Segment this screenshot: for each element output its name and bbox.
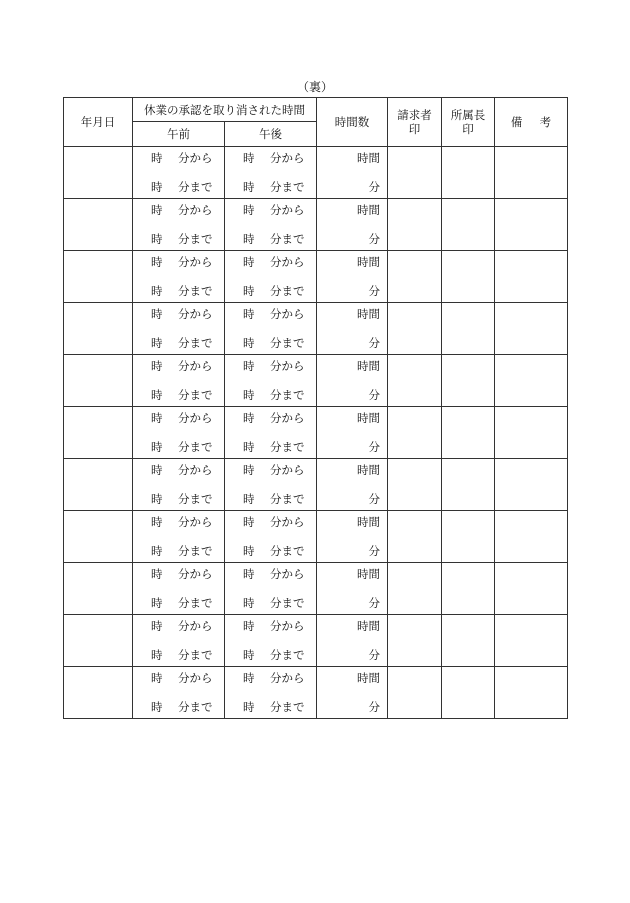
am-from bbox=[151, 202, 213, 218]
date-cell[interactable] bbox=[64, 511, 133, 563]
pm-from-hour-unit: 時 bbox=[243, 151, 255, 165]
pm-from-label: 分から bbox=[270, 203, 305, 217]
am-time-cell[interactable] bbox=[133, 147, 225, 199]
remarks-cell[interactable] bbox=[495, 199, 568, 251]
pm-from-label: 分から bbox=[270, 359, 305, 373]
am-from bbox=[151, 566, 213, 582]
pm-from bbox=[243, 306, 305, 322]
header-requester-label: 請求者 bbox=[397, 108, 432, 122]
chief-seal-cell[interactable] bbox=[442, 199, 495, 251]
pm-to-hour-unit: 時 bbox=[243, 700, 255, 714]
pm-to-label: 分まで bbox=[270, 180, 305, 194]
am-to-label: 分まで bbox=[178, 232, 213, 246]
table-row bbox=[64, 407, 568, 459]
am-from-hour-unit: 時 bbox=[151, 151, 163, 165]
hours-count-cell[interactable] bbox=[317, 303, 388, 355]
am-to-hour-unit: 時 bbox=[151, 284, 163, 298]
requester-seal-cell[interactable] bbox=[388, 615, 442, 667]
pm-to bbox=[243, 335, 305, 351]
table-row bbox=[64, 355, 568, 407]
am-from-label: 分から bbox=[178, 359, 213, 373]
am-time-cell[interactable] bbox=[133, 251, 225, 303]
header-remarks bbox=[495, 98, 568, 147]
am-from-hour-unit: 時 bbox=[151, 255, 163, 269]
pm-to-hour-unit: 時 bbox=[243, 388, 255, 402]
hours-unit: 時間 bbox=[357, 255, 380, 269]
minutes-unit: 分 bbox=[368, 388, 380, 402]
date-cell[interactable] bbox=[64, 563, 133, 615]
page-caption: （裏） bbox=[296, 80, 333, 94]
am-time-cell[interactable] bbox=[133, 667, 225, 719]
minutes-unit: 分 bbox=[368, 700, 380, 714]
am-from-hour-unit: 時 bbox=[151, 619, 163, 633]
minutes-unit: 分 bbox=[368, 648, 380, 662]
pm-from-hour-unit: 時 bbox=[243, 255, 255, 269]
pm-to-hour-unit: 時 bbox=[243, 440, 255, 454]
pm-to bbox=[243, 647, 305, 663]
am-from-label: 分から bbox=[178, 307, 213, 321]
header-hours-count: 時間数 bbox=[317, 98, 388, 147]
am-from bbox=[151, 670, 213, 686]
hours-unit: 時間 bbox=[357, 515, 380, 529]
hours-unit: 時間 bbox=[357, 307, 380, 321]
pm-from-label: 分から bbox=[270, 671, 305, 685]
am-to-label: 分まで bbox=[178, 440, 213, 454]
am-to-hour-unit: 時 bbox=[151, 336, 163, 350]
am-to-hour-unit: 時 bbox=[151, 440, 163, 454]
hours-unit: 時間 bbox=[357, 463, 380, 477]
hours-unit: 時間 bbox=[357, 151, 380, 165]
date-cell[interactable] bbox=[64, 147, 133, 199]
am-to-label: 分まで bbox=[178, 336, 213, 350]
minutes-unit: 分 bbox=[368, 336, 380, 350]
pm-to-hour-unit: 時 bbox=[243, 492, 255, 506]
pm-from-hour-unit: 時 bbox=[243, 567, 255, 581]
pm-to-label: 分まで bbox=[270, 492, 305, 506]
chief-seal-cell[interactable] bbox=[442, 355, 495, 407]
pm-to-hour-unit: 時 bbox=[243, 284, 255, 298]
am-time-cell[interactable] bbox=[133, 511, 225, 563]
remarks-cell[interactable] bbox=[495, 355, 568, 407]
am-to bbox=[151, 335, 213, 351]
requester-seal-cell[interactable] bbox=[388, 563, 442, 615]
requester-seal-cell[interactable] bbox=[388, 147, 442, 199]
remarks-cell[interactable] bbox=[495, 147, 568, 199]
pm-to-label: 分まで bbox=[270, 232, 305, 246]
minutes-unit: 分 bbox=[368, 180, 380, 194]
am-to bbox=[151, 439, 213, 455]
am-from-hour-unit: 時 bbox=[151, 307, 163, 321]
am-from-hour-unit: 時 bbox=[151, 203, 163, 217]
pm-to-label: 分まで bbox=[270, 284, 305, 298]
minutes-unit: 分 bbox=[368, 440, 380, 454]
chief-seal-cell[interactable] bbox=[442, 303, 495, 355]
minutes-unit: 分 bbox=[368, 284, 380, 298]
pm-from bbox=[243, 150, 305, 166]
date-cell[interactable] bbox=[64, 667, 133, 719]
hours-count-cell[interactable] bbox=[317, 199, 388, 251]
am-to-hour-unit: 時 bbox=[151, 648, 163, 662]
header-remarks-char-1: 備 bbox=[510, 115, 523, 129]
pm-from bbox=[243, 566, 305, 582]
date-cell[interactable] bbox=[64, 407, 133, 459]
table-row bbox=[64, 459, 568, 511]
cancelled-leave-table bbox=[63, 97, 568, 719]
am-time-cell[interactable] bbox=[133, 615, 225, 667]
am-from-label: 分から bbox=[178, 619, 213, 633]
pm-to-label: 分まで bbox=[270, 596, 305, 610]
am-from bbox=[151, 462, 213, 478]
am-time-cell[interactable] bbox=[133, 199, 225, 251]
pm-to bbox=[243, 179, 305, 195]
am-to-hour-unit: 時 bbox=[151, 596, 163, 610]
hours-unit: 時間 bbox=[357, 411, 380, 425]
am-time-cell[interactable] bbox=[133, 407, 225, 459]
table-row bbox=[64, 251, 568, 303]
pm-from-hour-unit: 時 bbox=[243, 307, 255, 321]
am-from-label: 分から bbox=[178, 411, 213, 425]
pm-time-cell[interactable] bbox=[225, 251, 317, 303]
am-to-label: 分まで bbox=[178, 492, 213, 506]
header-date: 年月日 bbox=[64, 98, 133, 147]
am-from-hour-unit: 時 bbox=[151, 463, 163, 477]
header-pm: 午後 bbox=[225, 122, 317, 147]
minutes-unit: 分 bbox=[368, 544, 380, 558]
am-to-label: 分まで bbox=[178, 648, 213, 662]
hours-count-cell[interactable] bbox=[317, 667, 388, 719]
pm-to-label: 分まで bbox=[270, 700, 305, 714]
pm-time-cell[interactable] bbox=[225, 667, 317, 719]
hours-count-cell[interactable] bbox=[317, 459, 388, 511]
hours-unit: 時間 bbox=[357, 567, 380, 581]
am-from-label: 分から bbox=[178, 255, 213, 269]
remarks-cell[interactable] bbox=[495, 615, 568, 667]
pm-from-label: 分から bbox=[270, 151, 305, 165]
chief-seal-cell[interactable] bbox=[442, 563, 495, 615]
pm-to-label: 分まで bbox=[270, 388, 305, 402]
pm-from-label: 分から bbox=[270, 307, 305, 321]
pm-to bbox=[243, 387, 305, 403]
am-from-label: 分から bbox=[178, 671, 213, 685]
remarks-cell[interactable] bbox=[495, 407, 568, 459]
am-to bbox=[151, 647, 213, 663]
am-to-hour-unit: 時 bbox=[151, 492, 163, 506]
am-time-cell[interactable] bbox=[133, 459, 225, 511]
pm-time-cell[interactable] bbox=[225, 615, 317, 667]
pm-to bbox=[243, 543, 305, 559]
pm-from bbox=[243, 410, 305, 426]
pm-from bbox=[243, 462, 305, 478]
am-to bbox=[151, 231, 213, 247]
pm-from-hour-unit: 時 bbox=[243, 203, 255, 217]
am-from bbox=[151, 150, 213, 166]
pm-to bbox=[243, 283, 305, 299]
requester-seal-cell[interactable] bbox=[388, 511, 442, 563]
pm-time-cell[interactable] bbox=[225, 147, 317, 199]
remarks-cell[interactable] bbox=[495, 511, 568, 563]
minutes-unit: 分 bbox=[368, 596, 380, 610]
table-row bbox=[64, 199, 568, 251]
chief-seal-cell[interactable] bbox=[442, 251, 495, 303]
requester-seal-cell[interactable] bbox=[388, 407, 442, 459]
am-to-label: 分まで bbox=[178, 544, 213, 558]
am-to-label: 分まで bbox=[178, 596, 213, 610]
pm-to-label: 分まで bbox=[270, 648, 305, 662]
date-cell[interactable] bbox=[64, 459, 133, 511]
am-to bbox=[151, 179, 213, 195]
hours-unit: 時間 bbox=[357, 619, 380, 633]
header-cancelled-time: 休業の承認を取り消された時間 bbox=[133, 98, 317, 122]
date-cell[interactable] bbox=[64, 615, 133, 667]
pm-time-cell[interactable] bbox=[225, 355, 317, 407]
requester-seal-cell[interactable] bbox=[388, 667, 442, 719]
requester-seal-cell[interactable] bbox=[388, 251, 442, 303]
header-remarks-char-2: 考 bbox=[539, 115, 552, 129]
pm-to bbox=[243, 491, 305, 507]
pm-to bbox=[243, 231, 305, 247]
pm-to-hour-unit: 時 bbox=[243, 232, 255, 246]
pm-from-hour-unit: 時 bbox=[243, 671, 255, 685]
pm-to bbox=[243, 595, 305, 611]
am-from bbox=[151, 254, 213, 270]
pm-time-cell[interactable] bbox=[225, 407, 317, 459]
pm-from-label: 分から bbox=[270, 567, 305, 581]
pm-time-cell[interactable] bbox=[225, 563, 317, 615]
hours-count-cell[interactable] bbox=[317, 147, 388, 199]
am-time-cell[interactable] bbox=[133, 355, 225, 407]
chief-seal-cell[interactable] bbox=[442, 667, 495, 719]
am-to bbox=[151, 387, 213, 403]
pm-from-label: 分から bbox=[270, 411, 305, 425]
header-chief-label: 所属長 bbox=[450, 108, 486, 122]
hours-count-cell[interactable] bbox=[317, 407, 388, 459]
pm-from-label: 分から bbox=[270, 255, 305, 269]
am-to-label: 分まで bbox=[178, 284, 213, 298]
pm-to bbox=[243, 699, 305, 715]
pm-to-hour-unit: 時 bbox=[243, 544, 255, 558]
header-am: 午前 bbox=[133, 122, 225, 147]
table-row bbox=[64, 667, 568, 719]
am-from-hour-unit: 時 bbox=[151, 515, 163, 529]
chief-seal-cell[interactable] bbox=[442, 147, 495, 199]
pm-to-label: 分まで bbox=[270, 440, 305, 454]
am-to-hour-unit: 時 bbox=[151, 700, 163, 714]
am-from-label: 分から bbox=[178, 567, 213, 581]
pm-to-label: 分まで bbox=[270, 544, 305, 558]
hours-count-cell[interactable] bbox=[317, 355, 388, 407]
am-time-cell[interactable] bbox=[133, 563, 225, 615]
am-to bbox=[151, 595, 213, 611]
am-from bbox=[151, 306, 213, 322]
am-from-label: 分から bbox=[178, 515, 213, 529]
hours-count-cell[interactable] bbox=[317, 563, 388, 615]
table-row bbox=[64, 563, 568, 615]
table-row bbox=[64, 147, 568, 199]
pm-from bbox=[243, 254, 305, 270]
requester-seal-cell[interactable] bbox=[388, 303, 442, 355]
date-cell[interactable] bbox=[64, 199, 133, 251]
minutes-unit: 分 bbox=[368, 492, 380, 506]
am-from-label: 分から bbox=[178, 463, 213, 477]
date-cell[interactable] bbox=[64, 251, 133, 303]
header-requester-seal-mark: 印 bbox=[408, 122, 421, 136]
chief-seal-cell[interactable] bbox=[442, 511, 495, 563]
pm-from-hour-unit: 時 bbox=[243, 463, 255, 477]
am-from-hour-unit: 時 bbox=[151, 567, 163, 581]
pm-from-hour-unit: 時 bbox=[243, 619, 255, 633]
am-from-label: 分から bbox=[178, 151, 213, 165]
am-from bbox=[151, 410, 213, 426]
am-to-label: 分まで bbox=[178, 388, 213, 402]
am-from bbox=[151, 618, 213, 634]
pm-to-hour-unit: 時 bbox=[243, 336, 255, 350]
am-from-hour-unit: 時 bbox=[151, 359, 163, 373]
am-to-label: 分まで bbox=[178, 700, 213, 714]
pm-time-cell[interactable] bbox=[225, 199, 317, 251]
am-from-label: 分から bbox=[178, 203, 213, 217]
pm-to-label: 分まで bbox=[270, 336, 305, 350]
am-time-cell[interactable] bbox=[133, 303, 225, 355]
table-body bbox=[64, 147, 568, 719]
header-chief-seal-mark: 印 bbox=[462, 122, 474, 136]
pm-from bbox=[243, 358, 305, 374]
requester-seal-cell[interactable] bbox=[388, 459, 442, 511]
hours-unit: 時間 bbox=[357, 359, 380, 373]
pm-to bbox=[243, 439, 305, 455]
hours-unit: 時間 bbox=[357, 203, 380, 217]
header-chief-seal bbox=[442, 98, 495, 147]
am-to-hour-unit: 時 bbox=[151, 388, 163, 402]
hours-count-cell[interactable] bbox=[317, 615, 388, 667]
am-to-hour-unit: 時 bbox=[151, 232, 163, 246]
pm-from bbox=[243, 202, 305, 218]
am-to bbox=[151, 699, 213, 715]
pm-time-cell[interactable] bbox=[225, 459, 317, 511]
minutes-unit: 分 bbox=[368, 232, 380, 246]
chief-seal-cell[interactable] bbox=[442, 407, 495, 459]
hours-count-cell[interactable] bbox=[317, 251, 388, 303]
am-to-hour-unit: 時 bbox=[151, 544, 163, 558]
pm-time-cell[interactable] bbox=[225, 303, 317, 355]
pm-from-label: 分から bbox=[270, 463, 305, 477]
am-to-hour-unit: 時 bbox=[151, 180, 163, 194]
am-to bbox=[151, 543, 213, 559]
table-row bbox=[64, 511, 568, 563]
date-cell[interactable] bbox=[64, 303, 133, 355]
requester-seal-cell[interactable] bbox=[388, 199, 442, 251]
hours-unit: 時間 bbox=[357, 671, 380, 685]
pm-from-hour-unit: 時 bbox=[243, 411, 255, 425]
am-to bbox=[151, 283, 213, 299]
am-to-label: 分まで bbox=[178, 180, 213, 194]
pm-to-hour-unit: 時 bbox=[243, 596, 255, 610]
remarks-cell[interactable] bbox=[495, 667, 568, 719]
hours-count-cell[interactable] bbox=[317, 511, 388, 563]
pm-from bbox=[243, 670, 305, 686]
am-to bbox=[151, 491, 213, 507]
header-requester-seal bbox=[388, 98, 442, 147]
date-cell[interactable] bbox=[64, 355, 133, 407]
remarks-cell[interactable] bbox=[495, 459, 568, 511]
am-from bbox=[151, 514, 213, 530]
am-from-hour-unit: 時 bbox=[151, 411, 163, 425]
am-from-hour-unit: 時 bbox=[151, 671, 163, 685]
remarks-cell[interactable] bbox=[495, 563, 568, 615]
pm-from-label: 分から bbox=[270, 619, 305, 633]
chief-seal-cell[interactable] bbox=[442, 459, 495, 511]
pm-from-label: 分から bbox=[270, 515, 305, 529]
pm-from-hour-unit: 時 bbox=[243, 359, 255, 373]
table-row bbox=[64, 303, 568, 355]
pm-from bbox=[243, 618, 305, 634]
chief-seal-cell[interactable] bbox=[442, 615, 495, 667]
pm-to-hour-unit: 時 bbox=[243, 180, 255, 194]
am-from bbox=[151, 358, 213, 374]
pm-from bbox=[243, 514, 305, 530]
pm-time-cell[interactable] bbox=[225, 511, 317, 563]
remarks-cell[interactable] bbox=[495, 251, 568, 303]
pm-to-hour-unit: 時 bbox=[243, 648, 255, 662]
table-row bbox=[64, 615, 568, 667]
remarks-cell[interactable] bbox=[495, 303, 568, 355]
requester-seal-cell[interactable] bbox=[388, 355, 442, 407]
pm-from-hour-unit: 時 bbox=[243, 515, 255, 529]
